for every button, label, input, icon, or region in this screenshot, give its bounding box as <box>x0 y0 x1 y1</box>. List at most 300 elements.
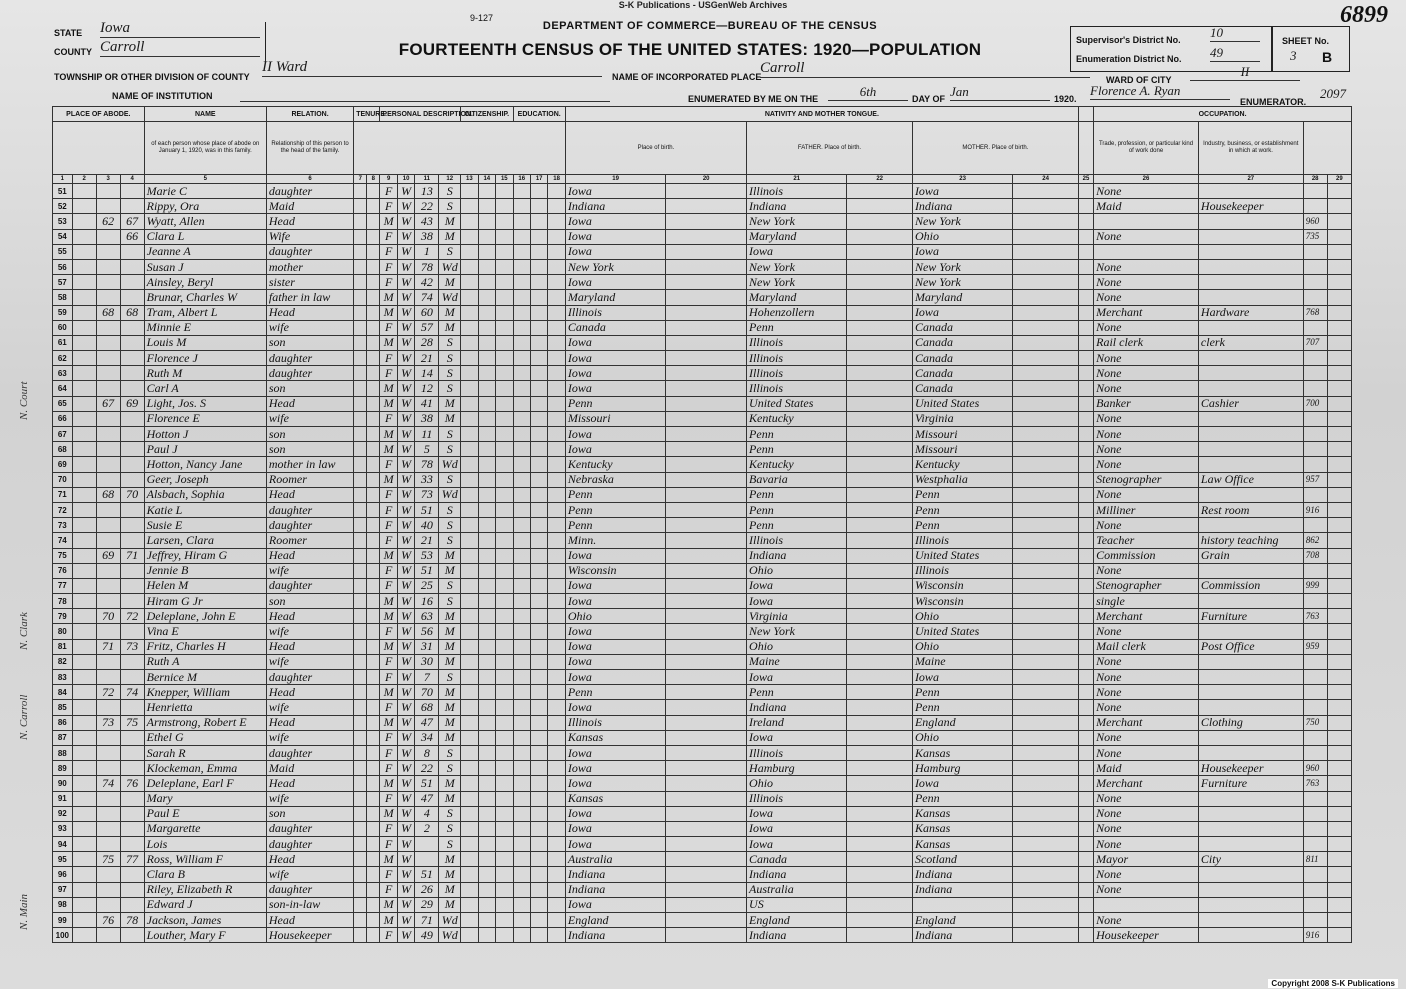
occupation-cell: None <box>1094 654 1199 669</box>
read-cell <box>530 305 547 320</box>
margin-code <box>1303 457 1327 472</box>
line-number: 67 <box>53 427 73 442</box>
margin-code <box>1303 654 1327 669</box>
marital-cell: M <box>439 867 461 882</box>
line-number: 78 <box>53 594 73 609</box>
mother-birthplace-cell <box>912 897 1012 912</box>
read-cell <box>530 533 547 548</box>
age-cell: 5 <box>415 442 439 457</box>
naturalization-year-cell <box>496 533 513 548</box>
naturalization-year-cell <box>496 396 513 411</box>
margin-code <box>1303 897 1327 912</box>
archive-banner: S-K Publications - USGenWeb Archives <box>618 0 788 10</box>
family-number <box>120 518 144 533</box>
immigration-cell <box>461 259 478 274</box>
read-cell <box>530 502 547 517</box>
mother-tongue-cell <box>666 472 747 487</box>
race-cell: W <box>397 882 414 897</box>
write-cell <box>548 578 565 593</box>
mother-tongue-cell <box>666 715 747 730</box>
relation-cell: son <box>266 427 353 442</box>
write-cell <box>548 639 565 654</box>
occupation-cell: None <box>1094 275 1199 290</box>
immigration-cell <box>461 472 478 487</box>
sex-cell: F <box>380 578 397 593</box>
naturalized-cell <box>478 700 495 715</box>
spare-cell <box>1327 882 1351 897</box>
tenure-cell <box>354 533 367 548</box>
mother-birthplace-cell: Indiana <box>912 867 1012 882</box>
relation-cell: wife <box>266 624 353 639</box>
margin-code <box>1303 685 1327 700</box>
father-birthplace-cell: Maine <box>747 654 847 669</box>
dwelling-number <box>96 518 120 533</box>
column-number: 6 <box>266 175 353 184</box>
read-cell <box>530 518 547 533</box>
father-tongue-cell <box>847 442 912 457</box>
age-cell: 57 <box>415 320 439 335</box>
mother-tongue-cell <box>666 244 747 259</box>
naturalized-cell <box>478 837 495 852</box>
dwelling-number <box>96 578 120 593</box>
line-number: 56 <box>53 259 73 274</box>
sheet-value: 3 <box>1290 48 1297 63</box>
dwelling-number <box>96 184 120 199</box>
naturalized-cell <box>478 305 495 320</box>
person-name: Minnie E <box>144 320 266 335</box>
mortgage-cell <box>367 882 380 897</box>
birthplace-cell: Iowa <box>565 806 665 821</box>
dwelling-number <box>96 730 120 745</box>
state-label: STATE <box>54 28 83 38</box>
marital-cell: S <box>439 199 461 214</box>
sex-cell: F <box>380 700 397 715</box>
race-cell: W <box>397 396 414 411</box>
naturalized-cell <box>478 654 495 669</box>
dwelling-number: 62 <box>96 214 120 229</box>
spare-cell <box>1327 320 1351 335</box>
english-cell <box>1078 396 1093 411</box>
english-cell <box>1078 791 1093 806</box>
mortgage-cell <box>367 335 380 350</box>
naturalization-year-cell <box>496 214 513 229</box>
birthplace-cell: Iowa <box>565 244 665 259</box>
mortgage-cell <box>367 639 380 654</box>
age-cell: 22 <box>415 199 439 214</box>
immigration-cell <box>461 214 478 229</box>
industry-cell <box>1198 320 1303 335</box>
person-name: Paul E <box>144 806 266 821</box>
mortgage-cell <box>367 670 380 685</box>
spare-cell <box>1327 366 1351 381</box>
line-number: 92 <box>53 806 73 821</box>
father-birthplace-cell: Virginia <box>747 609 847 624</box>
mother-birthplace-cell: Penn <box>912 502 1012 517</box>
person-name: Hotton, Nancy Jane <box>144 457 266 472</box>
tenure-cell <box>354 229 367 244</box>
english-cell <box>1078 502 1093 517</box>
mother-birthplace-cell: Indiana <box>912 928 1012 943</box>
naturalized-cell <box>478 776 495 791</box>
spare-cell <box>1327 654 1351 669</box>
occupation-cell: None <box>1094 867 1199 882</box>
street-cell <box>72 518 96 533</box>
mother-tongue-cell <box>1013 290 1079 305</box>
table-row <box>53 351 1352 366</box>
birthplace-cell: Iowa <box>565 761 665 776</box>
mortgage-cell <box>367 745 380 760</box>
occupation-cell: None <box>1094 320 1199 335</box>
industry-cell <box>1198 913 1303 928</box>
naturalization-year-cell <box>496 852 513 867</box>
write-cell <box>548 275 565 290</box>
naturalization-year-cell <box>496 320 513 335</box>
mortgage-cell <box>367 199 380 214</box>
race-cell: W <box>397 639 414 654</box>
naturalized-cell <box>478 518 495 533</box>
relation-cell: wife <box>266 867 353 882</box>
school-cell <box>513 761 530 776</box>
relation-cell: wife <box>266 791 353 806</box>
dwelling-number <box>96 351 120 366</box>
margin-code <box>1303 320 1327 335</box>
write-cell <box>548 518 565 533</box>
read-cell <box>530 852 547 867</box>
family-number <box>120 259 144 274</box>
dwelling-number: 72 <box>96 685 120 700</box>
english-cell <box>1078 259 1093 274</box>
naturalization-year-cell <box>496 897 513 912</box>
occupation-cell <box>1094 214 1199 229</box>
immigration-cell <box>461 654 478 669</box>
father-birthplace-cell: Ohio <box>747 776 847 791</box>
spare-cell <box>1327 715 1351 730</box>
birthplace-cell: Illinois <box>565 715 665 730</box>
father-birth-header: FATHER. Place of birth. <box>747 122 913 175</box>
english-cell <box>1078 305 1093 320</box>
column-number: 12 <box>439 175 461 184</box>
naturalized-cell <box>478 351 495 366</box>
table-row <box>53 594 1352 609</box>
occupation-cell: None <box>1094 791 1199 806</box>
race-cell: W <box>397 502 414 517</box>
tenure-cell <box>354 821 367 836</box>
line-number: 100 <box>53 928 73 943</box>
age-cell: 25 <box>415 578 439 593</box>
marital-cell: S <box>439 184 461 199</box>
sex-cell: F <box>380 670 397 685</box>
tenure-cell <box>354 259 367 274</box>
tenure-cell <box>354 487 367 502</box>
margin-number: 2097 <box>1320 86 1346 101</box>
supervisor-label: Supervisor's District No. <box>1076 35 1181 45</box>
write-cell <box>548 229 565 244</box>
relation-cell: mother <box>266 259 353 274</box>
tenure-cell <box>354 442 367 457</box>
age-cell: 38 <box>415 411 439 426</box>
naturalized-cell <box>478 928 495 943</box>
sex-cell: F <box>380 837 397 852</box>
stamped-sheet-number: 6899 <box>1340 2 1388 28</box>
naturalization-year-cell <box>496 427 513 442</box>
tenure-cell <box>354 502 367 517</box>
dwelling-number: 74 <box>96 776 120 791</box>
school-cell <box>513 913 530 928</box>
write-cell <box>548 837 565 852</box>
person-name: Clara B <box>144 867 266 882</box>
industry-cell: Rest room <box>1198 502 1303 517</box>
mother-birthplace-cell: Ohio <box>912 639 1012 654</box>
mother-birthplace-cell: Kansas <box>912 745 1012 760</box>
person-name: Ethel G <box>144 730 266 745</box>
naturalization-year-cell <box>496 609 513 624</box>
dwelling-number <box>96 335 120 350</box>
naturalized-cell <box>478 913 495 928</box>
tenure-cell <box>354 837 367 852</box>
school-cell <box>513 563 530 578</box>
street-cell <box>72 897 96 912</box>
margin-code: 960 <box>1303 214 1327 229</box>
read-cell <box>530 624 547 639</box>
family-number: 78 <box>120 913 144 928</box>
father-tongue-cell <box>847 700 912 715</box>
occupation-cell: None <box>1094 259 1199 274</box>
relation-cell: Head <box>266 685 353 700</box>
father-birthplace-cell: New York <box>747 624 847 639</box>
mother-tongue-cell <box>1013 396 1079 411</box>
margin-code <box>1303 290 1327 305</box>
mother-birthplace-cell: Penn <box>912 518 1012 533</box>
mother-tongue-cell <box>666 290 747 305</box>
marital-cell: Wd <box>439 259 461 274</box>
family-number: 76 <box>120 776 144 791</box>
column-number: 21 <box>747 175 847 184</box>
marital-cell: S <box>439 351 461 366</box>
relation-cell: daughter <box>266 502 353 517</box>
naturalized-cell <box>478 761 495 776</box>
column-number: 23 <box>912 175 1012 184</box>
marital-cell: S <box>439 381 461 396</box>
read-cell <box>530 442 547 457</box>
margin-code: 768 <box>1303 305 1327 320</box>
street-cell <box>72 700 96 715</box>
english-cell <box>1078 852 1093 867</box>
read-cell <box>530 821 547 836</box>
marital-cell: S <box>439 335 461 350</box>
person-name: Henrietta <box>144 700 266 715</box>
mother-birthplace-cell: United States <box>912 396 1012 411</box>
relation-cell: Head <box>266 609 353 624</box>
mortgage-cell <box>367 761 380 776</box>
mother-birthplace-cell: New York <box>912 275 1012 290</box>
mother-tongue-cell <box>666 411 747 426</box>
table-row <box>53 502 1352 517</box>
street-cell <box>72 199 96 214</box>
enumerator-label: ENUMERATOR. <box>1240 97 1307 107</box>
family-number <box>120 427 144 442</box>
margin-code <box>1303 259 1327 274</box>
naturalized-cell <box>478 275 495 290</box>
street-cell <box>72 214 96 229</box>
father-birthplace-cell: Kentucky <box>747 411 847 426</box>
dwelling-number: 71 <box>96 639 120 654</box>
english-cell <box>1078 381 1093 396</box>
sex-cell: M <box>380 427 397 442</box>
age-cell <box>415 852 439 867</box>
father-tongue-cell <box>847 852 912 867</box>
father-tongue-cell <box>847 776 912 791</box>
sex-cell: M <box>380 305 397 320</box>
family-number <box>120 700 144 715</box>
tenure-cell <box>354 244 367 259</box>
race-cell: W <box>397 913 414 928</box>
line-number: 77 <box>53 578 73 593</box>
read-cell <box>530 761 547 776</box>
department-heading: DEPARTMENT OF COMMERCE—BUREAU OF THE CENSUS <box>542 20 878 32</box>
marital-cell: M <box>439 563 461 578</box>
family-number <box>120 791 144 806</box>
mother-tongue-cell <box>666 229 747 244</box>
family-number <box>120 730 144 745</box>
mother-tongue-cell <box>1013 533 1079 548</box>
write-cell <box>548 320 565 335</box>
table-row <box>53 518 1352 533</box>
immigration-cell <box>461 639 478 654</box>
read-cell <box>530 913 547 928</box>
mother-birthplace-cell: Kentucky <box>912 457 1012 472</box>
mother-tongue-cell <box>1013 745 1079 760</box>
age-cell: 49 <box>415 928 439 943</box>
occupation-cell: None <box>1094 290 1199 305</box>
occupation-cell: Merchant <box>1094 305 1199 320</box>
census-table <box>52 106 1352 943</box>
industry-cell <box>1198 259 1303 274</box>
naturalized-cell <box>478 214 495 229</box>
person-name: Fritz, Charles H <box>144 639 266 654</box>
enumerated-day: 6th <box>828 84 908 101</box>
dwelling-number <box>96 700 120 715</box>
tenure-cell <box>354 381 367 396</box>
write-cell <box>548 396 565 411</box>
dwelling-number: 68 <box>96 305 120 320</box>
margin-code <box>1303 244 1327 259</box>
tenure-cell <box>354 897 367 912</box>
race-cell: W <box>397 381 414 396</box>
margin-street-note: N. Carroll <box>18 694 30 740</box>
write-cell <box>548 244 565 259</box>
race-cell: W <box>397 670 414 685</box>
father-tongue-cell <box>847 320 912 335</box>
table-row <box>53 821 1352 836</box>
naturalization-year-cell <box>496 487 513 502</box>
mother-tongue-cell <box>1013 867 1079 882</box>
age-cell: 42 <box>415 275 439 290</box>
margin-code: 763 <box>1303 776 1327 791</box>
immigration-cell <box>461 396 478 411</box>
family-number: 77 <box>120 852 144 867</box>
write-cell <box>548 821 565 836</box>
mother-tongue-cell <box>666 396 747 411</box>
marital-cell: M <box>439 624 461 639</box>
person-name: Bernice M <box>144 670 266 685</box>
father-tongue-cell <box>847 457 912 472</box>
line-number: 62 <box>53 351 73 366</box>
spare-cell <box>1327 472 1351 487</box>
marital-cell: S <box>439 244 461 259</box>
column-number: 3 <box>96 175 120 184</box>
immigration-cell <box>461 806 478 821</box>
naturalization-year-cell <box>496 472 513 487</box>
industry-cell <box>1198 487 1303 502</box>
spare-cell <box>1327 502 1351 517</box>
school-cell <box>513 351 530 366</box>
immigration-cell <box>461 487 478 502</box>
mortgage-cell <box>367 821 380 836</box>
occupation-cell: None <box>1094 457 1199 472</box>
write-cell <box>548 594 565 609</box>
marital-cell: M <box>439 791 461 806</box>
marital-cell: M <box>439 685 461 700</box>
naturalization-year-cell <box>496 366 513 381</box>
enumeration-value: 49 <box>1210 45 1260 62</box>
father-tongue-cell <box>847 305 912 320</box>
industry-cell <box>1198 670 1303 685</box>
english-cell <box>1078 761 1093 776</box>
family-number: 73 <box>120 639 144 654</box>
father-birthplace-cell: Hohenzollern <box>747 305 847 320</box>
industry-cell: Commission <box>1198 578 1303 593</box>
marital-cell: S <box>439 806 461 821</box>
column-number-row <box>53 175 1352 184</box>
place-value: Carroll <box>760 60 1090 78</box>
sex-cell: F <box>380 351 397 366</box>
spare-cell <box>1327 791 1351 806</box>
mother-tongue-cell <box>666 806 747 821</box>
write-cell <box>548 745 565 760</box>
occupation-cell: Maid <box>1094 761 1199 776</box>
tenure-cell <box>354 913 367 928</box>
father-birthplace-cell: Penn <box>747 487 847 502</box>
age-cell: 16 <box>415 594 439 609</box>
mother-birthplace-cell: New York <box>912 214 1012 229</box>
table-row <box>53 411 1352 426</box>
english-cell <box>1078 457 1093 472</box>
person-name: Jeanne A <box>144 244 266 259</box>
person-name: Brunar, Charles W <box>144 290 266 305</box>
naturalized-cell <box>478 897 495 912</box>
english-cell <box>1078 639 1093 654</box>
race-cell: W <box>397 928 414 943</box>
margin-code <box>1303 700 1327 715</box>
mortgage-cell <box>367 563 380 578</box>
industry-cell <box>1198 837 1303 852</box>
street-cell <box>72 472 96 487</box>
relation-cell: father in law <box>266 290 353 305</box>
tenure-cell <box>354 214 367 229</box>
family-number <box>120 442 144 457</box>
father-tongue-cell <box>847 654 912 669</box>
column-number: 16 <box>513 175 530 184</box>
read-cell <box>530 290 547 305</box>
spare-cell <box>1327 518 1351 533</box>
mother-birthplace-cell: Missouri <box>912 442 1012 457</box>
sex-cell: M <box>380 290 397 305</box>
street-cell <box>72 351 96 366</box>
occupation-cell: Mayor <box>1094 852 1199 867</box>
age-cell: 22 <box>415 761 439 776</box>
birthplace-cell: Iowa <box>565 776 665 791</box>
birthplace-cell: Iowa <box>565 821 665 836</box>
